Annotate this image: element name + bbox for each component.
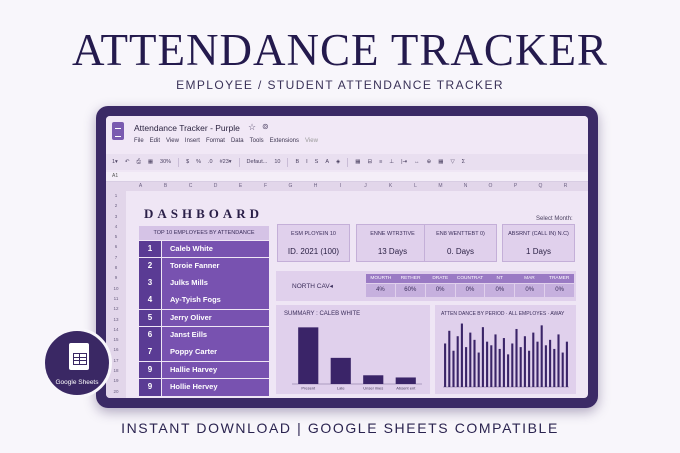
top10-row[interactable] bbox=[139, 258, 269, 275]
employee-name: Jerry Oliver bbox=[162, 310, 269, 327]
cloud-icon[interactable]: ⊚ bbox=[262, 122, 269, 131]
toolbar-button[interactable]: |⇥ bbox=[401, 159, 408, 165]
column-header[interactable]: C bbox=[188, 183, 193, 189]
north-header-cell: COUNTRAT bbox=[456, 276, 484, 281]
north-header-cell: TRAMER bbox=[549, 276, 570, 281]
north-value-cell: 0% bbox=[426, 284, 455, 297]
kpi-value: 1 Days bbox=[526, 247, 551, 256]
top10-row[interactable] bbox=[139, 327, 269, 344]
column-header[interactable]: N bbox=[463, 183, 468, 189]
toolbar-separator bbox=[239, 158, 240, 167]
tablet-frame bbox=[96, 106, 598, 408]
menu-edit[interactable]: Edit bbox=[149, 138, 161, 144]
summary-chart-panel bbox=[276, 305, 430, 394]
rank-number: 9 bbox=[139, 379, 161, 396]
kpi-label: ABSRNT (CALL IN) N.C) bbox=[508, 231, 569, 237]
kpi-label: EN8 WENTTEBT 0) bbox=[436, 231, 485, 237]
row-header[interactable]: 15 bbox=[113, 337, 119, 343]
menu-insert[interactable]: Insert bbox=[184, 138, 200, 144]
top10-table bbox=[139, 226, 269, 396]
column-headers bbox=[106, 182, 588, 191]
summary-chart bbox=[276, 305, 430, 394]
hero-subtitle: EMPLOYEE / STUDENT ATTENDANCE TRACKER bbox=[176, 78, 504, 92]
toolbar-button[interactable]: 10 bbox=[274, 159, 281, 165]
trend-bar bbox=[515, 329, 517, 387]
trend-bar bbox=[444, 343, 446, 387]
trend-bar bbox=[469, 333, 471, 387]
summary-category-label: Present bbox=[301, 385, 316, 391]
column-header[interactable]: Q bbox=[538, 183, 543, 189]
column-header[interactable]: E bbox=[238, 183, 243, 189]
menu-view[interactable]: View bbox=[166, 138, 179, 144]
employee-name: Janst Eills bbox=[162, 327, 269, 344]
north-header-cell: NT bbox=[496, 276, 503, 281]
top10-header: TOP 10 EMPLOYEES BY ATTENDANCE bbox=[139, 226, 269, 240]
trend-bar bbox=[557, 334, 559, 387]
trend-chart-title: ATTEN DANCE BY PERIOD · ALL EMPLOYES · AWAY bbox=[441, 311, 565, 317]
column-header[interactable]: B bbox=[163, 183, 168, 189]
menu-bar bbox=[106, 116, 588, 154]
column-header[interactable]: A bbox=[138, 183, 143, 189]
menu-data[interactable]: Data bbox=[230, 138, 244, 144]
trend-bar bbox=[503, 338, 505, 387]
row-header[interactable]: 4 bbox=[114, 223, 118, 229]
trend-bar bbox=[482, 327, 484, 387]
top10-row[interactable] bbox=[139, 362, 269, 379]
document-title[interactable]: Attendance Tracker - Purple bbox=[134, 123, 240, 133]
rank-number: 9 bbox=[139, 362, 161, 379]
employee-name: Ay-Tyish Fogs bbox=[162, 292, 269, 309]
toolbar-button[interactable]: I bbox=[306, 159, 308, 165]
trend-bar bbox=[473, 340, 475, 387]
row-header[interactable]: 19 bbox=[113, 378, 119, 384]
column-header[interactable]: F bbox=[263, 183, 268, 189]
trend-bar bbox=[457, 336, 459, 387]
row-header[interactable]: 7 bbox=[114, 254, 118, 260]
menu-extensions[interactable]: Extensions bbox=[269, 138, 300, 144]
formula-bar[interactable] bbox=[106, 172, 588, 182]
trend-bar bbox=[494, 334, 496, 387]
menu-view-2[interactable]: View bbox=[305, 138, 318, 144]
hero-title: ATTENDANCE TRACKER bbox=[72, 25, 608, 75]
kpi-card-absent bbox=[502, 224, 575, 262]
trend-bar bbox=[566, 342, 568, 387]
summary-bar bbox=[331, 358, 351, 384]
row-header[interactable]: 20 bbox=[113, 388, 119, 394]
kpi-value: ID. 2021 (100) bbox=[287, 247, 340, 256]
trend-bar bbox=[452, 351, 454, 387]
menu-tools[interactable]: Tools bbox=[249, 138, 264, 144]
trend-bar bbox=[524, 336, 526, 387]
toolbar-button[interactable]: ↔ bbox=[414, 159, 420, 165]
employee-name: Julks Mills bbox=[162, 275, 269, 292]
row-header[interactable]: 14 bbox=[113, 326, 119, 332]
toolbar-button[interactable]: ▽ bbox=[450, 159, 455, 165]
trend-bar bbox=[490, 345, 492, 387]
column-header[interactable]: O bbox=[488, 183, 493, 189]
trend-bar bbox=[465, 347, 467, 387]
top10-row[interactable] bbox=[139, 310, 269, 327]
summary-chart-title: SUMMARY : CALEB WHITE bbox=[284, 311, 361, 317]
column-header[interactable]: P bbox=[513, 183, 518, 189]
select-month-label[interactable]: Select Month: bbox=[536, 216, 573, 222]
top10-row[interactable] bbox=[139, 292, 269, 309]
toolbar-button[interactable]: % bbox=[196, 159, 202, 165]
row-header[interactable]: 13 bbox=[113, 316, 119, 322]
employee-name: Toroie Fanner bbox=[162, 258, 269, 275]
dashboard-title: DASHBOARD bbox=[144, 206, 264, 221]
rank-number: 3 bbox=[139, 275, 161, 292]
trend-bar bbox=[532, 333, 534, 387]
trend-chart bbox=[435, 305, 576, 394]
column-header[interactable]: I bbox=[339, 183, 342, 189]
trend-bar bbox=[461, 324, 463, 387]
row-header[interactable]: 9 bbox=[114, 275, 118, 281]
google-sheets-icon bbox=[69, 343, 89, 370]
top10-row[interactable] bbox=[139, 379, 269, 396]
trend-chart-panel bbox=[435, 305, 576, 394]
north-value-row bbox=[366, 284, 574, 297]
employee-name: Poppy Carter bbox=[162, 344, 269, 361]
north-label[interactable]: NORTH CAV◂ bbox=[292, 283, 333, 290]
toolbar-button[interactable]: A bbox=[325, 159, 330, 165]
trend-bar bbox=[511, 343, 513, 387]
row-header[interactable]: 8 bbox=[114, 265, 118, 271]
trend-bar bbox=[499, 349, 501, 387]
row-header[interactable]: 17 bbox=[113, 357, 119, 363]
kpi-card-went bbox=[424, 224, 497, 262]
toolbar-button[interactable]: .0 bbox=[208, 159, 213, 165]
column-header[interactable]: D bbox=[213, 183, 218, 189]
north-value-cell: 0% bbox=[515, 284, 544, 297]
employee-name: Caleb White bbox=[162, 241, 269, 258]
row-header[interactable]: 3 bbox=[114, 213, 118, 219]
kpi-value: 13 Days bbox=[377, 247, 408, 256]
toolbar-separator bbox=[178, 158, 179, 167]
row-header[interactable]: 2 bbox=[114, 203, 118, 209]
toolbar-separator bbox=[347, 158, 348, 167]
toolbar-separator bbox=[287, 158, 288, 167]
toolbar-button[interactable]: 30% bbox=[160, 159, 172, 165]
top10-row[interactable] bbox=[139, 275, 269, 292]
north-summary-panel bbox=[276, 271, 576, 301]
rank-number: 4 bbox=[139, 292, 161, 309]
row-header[interactable]: 1 bbox=[114, 193, 118, 198]
rank-number: 2 bbox=[139, 258, 161, 275]
north-header-cell: MAR bbox=[524, 276, 535, 281]
trend-bar bbox=[549, 340, 551, 387]
row-header[interactable]: 12 bbox=[113, 306, 119, 312]
toolbar-button[interactable]: ▦ bbox=[147, 159, 154, 165]
kpi-label: ESM PLOYEIN 10 bbox=[291, 231, 336, 237]
rank-number: 6 bbox=[139, 327, 161, 344]
toolbar bbox=[106, 154, 588, 170]
kpi-card-active bbox=[356, 224, 429, 262]
column-header[interactable]: H bbox=[313, 183, 318, 189]
north-header-cell: DRATE bbox=[432, 276, 449, 281]
trend-bar bbox=[553, 349, 555, 387]
toolbar-button[interactable]: ⎙ bbox=[136, 158, 141, 165]
toolbar-button[interactable]: ◈ bbox=[336, 159, 341, 165]
sheets-doc-icon[interactable] bbox=[112, 122, 124, 140]
toolbar-button[interactable]: ⊕ bbox=[426, 159, 432, 165]
menu-format[interactable]: Format bbox=[205, 138, 225, 144]
toolbar-button[interactable]: 1▾ bbox=[112, 159, 118, 165]
north-value-cell: 0% bbox=[456, 284, 485, 297]
summary-bar bbox=[363, 375, 383, 384]
toolbar-button[interactable]: Σ bbox=[461, 159, 466, 165]
trend-bar bbox=[545, 345, 547, 387]
column-header[interactable]: J bbox=[364, 183, 367, 189]
google-sheets-label: Google Sheets bbox=[55, 379, 99, 386]
cell-reference[interactable]: A1 bbox=[112, 173, 119, 179]
north-value-cell: 0% bbox=[545, 284, 574, 297]
toolbar-button[interactable]: $ bbox=[186, 159, 190, 165]
column-header[interactable]: M bbox=[438, 183, 443, 189]
hero-footer: INSTANT DOWNLOAD | GOOGLE SHEETS COMPATIBLE bbox=[121, 420, 559, 436]
toolbar-button[interactable]: ↶ bbox=[124, 159, 130, 165]
trend-bar bbox=[448, 331, 450, 387]
rank-number: 1 bbox=[139, 241, 161, 258]
rank-number: 5 bbox=[139, 310, 161, 327]
north-value-cell: 4% bbox=[366, 284, 395, 297]
summary-bar bbox=[298, 327, 318, 384]
top10-row[interactable] bbox=[139, 241, 269, 258]
summary-category-label: Unser ilnes bbox=[363, 385, 384, 391]
toolbar-button[interactable]: ▦ bbox=[438, 159, 444, 165]
summary-category-label: Late bbox=[336, 385, 345, 391]
trend-bar bbox=[507, 354, 509, 387]
column-header[interactable]: G bbox=[288, 183, 293, 189]
row-header[interactable]: 10 bbox=[113, 285, 119, 291]
north-value-cell: 0% bbox=[485, 284, 514, 297]
row-header[interactable]: 16 bbox=[113, 347, 119, 353]
column-header[interactable]: K bbox=[388, 183, 393, 189]
toolbar-button[interactable]: ≡ bbox=[379, 159, 383, 165]
north-header-cell: RETHER bbox=[400, 276, 421, 281]
trend-bar bbox=[478, 353, 480, 387]
kpi-card-employee-id bbox=[277, 224, 350, 262]
google-sheets-badge bbox=[42, 328, 112, 398]
toolbar-button[interactable]: B bbox=[295, 159, 300, 165]
toolbar-button[interactable]: ▦ bbox=[355, 159, 361, 165]
employee-name: Hallie Harvey bbox=[162, 362, 269, 379]
top10-row[interactable] bbox=[139, 344, 269, 361]
north-value-cell: 60% bbox=[396, 284, 425, 297]
column-header[interactable]: L bbox=[414, 183, 417, 189]
toolbar-button[interactable]: ⊟ bbox=[367, 159, 373, 165]
toolbar-button[interactable]: S bbox=[314, 159, 319, 165]
row-header[interactable]: 18 bbox=[113, 368, 119, 374]
summary-category-label: Absent ent bbox=[396, 385, 416, 391]
rank-number: 7 bbox=[139, 344, 161, 361]
north-header-cell: MOURTH bbox=[370, 276, 392, 281]
summary-bar bbox=[396, 377, 416, 384]
row-header[interactable]: 5 bbox=[114, 234, 118, 240]
employee-name: Hollie Hervey bbox=[162, 379, 269, 396]
toolbar-button[interactable]: #23▾ bbox=[219, 159, 232, 165]
kpi-value: 0. Days bbox=[446, 247, 475, 256]
kpi-label: ENNE WTR3TIVE bbox=[370, 231, 415, 237]
trend-bar bbox=[486, 342, 488, 387]
column-header[interactable]: R bbox=[563, 183, 568, 189]
trend-bar bbox=[536, 342, 538, 387]
toolbar-button[interactable]: Defaut... bbox=[246, 159, 268, 165]
row-header[interactable]: 11 bbox=[113, 295, 119, 301]
trend-bar bbox=[528, 351, 530, 387]
north-header-row bbox=[366, 274, 574, 283]
trend-bar bbox=[541, 325, 543, 387]
trend-bar bbox=[520, 347, 522, 387]
star-icon[interactable]: ☆ bbox=[248, 122, 257, 132]
trend-bar bbox=[562, 353, 564, 387]
toolbar-button[interactable]: ⊥ bbox=[389, 159, 395, 165]
menu-file[interactable]: File bbox=[134, 138, 144, 144]
row-header[interactable]: 6 bbox=[114, 244, 118, 250]
spreadsheet-screen bbox=[106, 116, 588, 398]
menu-list bbox=[134, 138, 318, 144]
